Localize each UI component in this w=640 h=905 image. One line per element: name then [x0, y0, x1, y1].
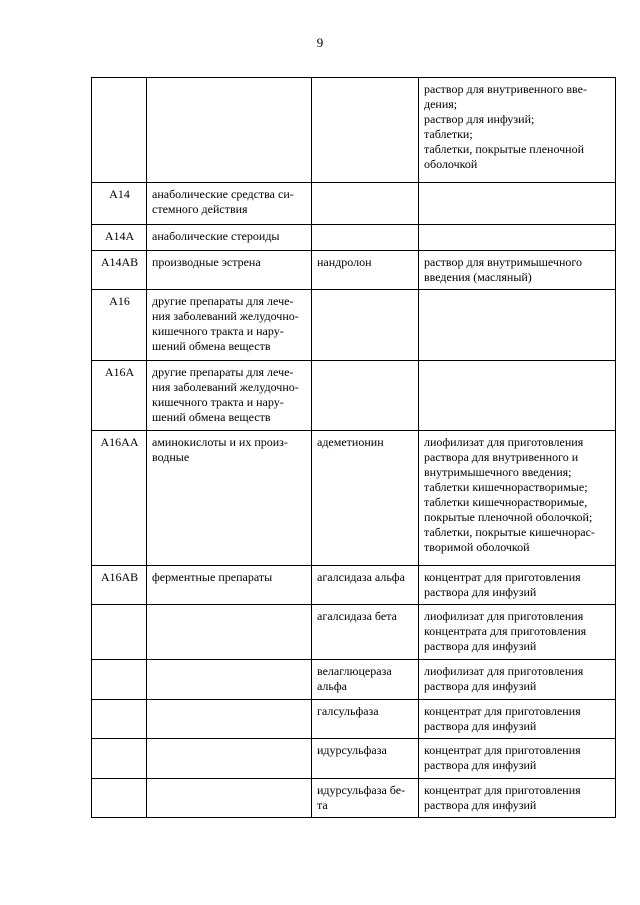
page-number: 9: [316, 35, 324, 50]
table-row: [92, 566, 616, 605]
group-name-cell: другие препараты для лече- ния заболеваний желудочно- кишечного тракта и нару- шений обмена веществ: [147, 290, 312, 361]
drug-name-cell: идурсульфаза: [312, 739, 419, 779]
group-name-cell: ферментные препараты: [147, 566, 312, 605]
group-name-cell: другие препараты для лече- ния заболеваний желудочно- кишечного тракта и нару- шений обмена веществ: [147, 361, 312, 431]
table-row: [92, 78, 616, 183]
dosage-form-cell: концентрат для приготовления раствора для инфузий: [419, 566, 616, 605]
table-row: [92, 779, 616, 818]
group-name-cell: [147, 605, 312, 660]
drug-name-cell: адеметионин: [312, 431, 419, 566]
dosage-form-cell: раствор для внутримышечного введения (масляный): [419, 251, 616, 290]
dosage-form-cell: раствор для внутривенного вве- дения; раствор для инфузий; таблетки; таблетки, покрытые пленочной оболочкой: [419, 78, 616, 183]
dosage-form-cell: лиофилизат для приготовления раствора для инфузий: [419, 660, 616, 700]
dosage-form-cell: концентрат для приготовления раствора для инфузий: [419, 739, 616, 779]
table-row: [92, 225, 616, 251]
drug-name-cell: [312, 183, 419, 225]
table-row: [92, 251, 616, 290]
atc-code-cell: А16АА: [92, 431, 147, 566]
atc-code-cell: А14: [92, 183, 147, 225]
atc-code-cell: А16: [92, 290, 147, 361]
table-row: [92, 660, 616, 700]
group-name-cell: [147, 78, 312, 183]
dosage-form-cell: концентрат для приготовления раствора для инфузий: [419, 700, 616, 739]
atc-code-cell: [92, 779, 147, 818]
table-row: [92, 290, 616, 361]
drug-name-cell: [312, 78, 419, 183]
group-name-cell: [147, 700, 312, 739]
atc-code-cell: [92, 605, 147, 660]
drug-name-cell: галсульфаза: [312, 700, 419, 739]
group-name-cell: [147, 660, 312, 700]
dosage-form-cell: [419, 225, 616, 251]
drug-name-cell: агалсидаза бета: [312, 605, 419, 660]
drug-name-cell: [312, 290, 419, 361]
drug-name-cell: [312, 225, 419, 251]
drug-table: [91, 77, 616, 818]
table-row: [92, 739, 616, 779]
group-name-cell: производные эстрена: [147, 251, 312, 290]
drug-name-cell: велаглюцераза альфа: [312, 660, 419, 700]
drug-name-cell: агалсидаза альфа: [312, 566, 419, 605]
table-row: [92, 700, 616, 739]
atc-code-cell: А14А: [92, 225, 147, 251]
dosage-form-cell: [419, 290, 616, 361]
group-name-cell: аминокислоты и их произ- водные: [147, 431, 312, 566]
group-name-cell: [147, 739, 312, 779]
atc-code-cell: А16А: [92, 361, 147, 431]
atc-code-cell: [92, 739, 147, 779]
dosage-form-cell: лиофилизат для приготовления концентрата для приготовления раствора для инфузий: [419, 605, 616, 660]
dosage-form-cell: лиофилизат для приготовления раствора для внутривенного и внутримышечного введения; таблетки кишечнорастворимые; таблетки кишечнорастворимые, покрытые пленочной оболочкой; таблетки, покрытые кишечнорас- творимой оболочкой: [419, 431, 616, 566]
table-row: [92, 431, 616, 566]
drug-name-cell: нандролон: [312, 251, 419, 290]
group-name-cell: анаболические средства си- стемного действия: [147, 183, 312, 225]
table-row: [92, 605, 616, 660]
group-name-cell: анаболические стероиды: [147, 225, 312, 251]
group-name-cell: [147, 779, 312, 818]
atc-code-cell: А14АВ: [92, 251, 147, 290]
drug-name-cell: [312, 361, 419, 431]
drug-table-body: [92, 78, 616, 818]
table-row: [92, 361, 616, 431]
atc-code-cell: [92, 660, 147, 700]
drug-name-cell: идурсульфаза бе- та: [312, 779, 419, 818]
dosage-form-cell: концентрат для приготовления раствора для инфузий: [419, 779, 616, 818]
dosage-form-cell: [419, 361, 616, 431]
atc-code-cell: [92, 700, 147, 739]
table-row: [92, 183, 616, 225]
dosage-form-cell: [419, 183, 616, 225]
atc-code-cell: [92, 78, 147, 183]
atc-code-cell: А16АВ: [92, 566, 147, 605]
